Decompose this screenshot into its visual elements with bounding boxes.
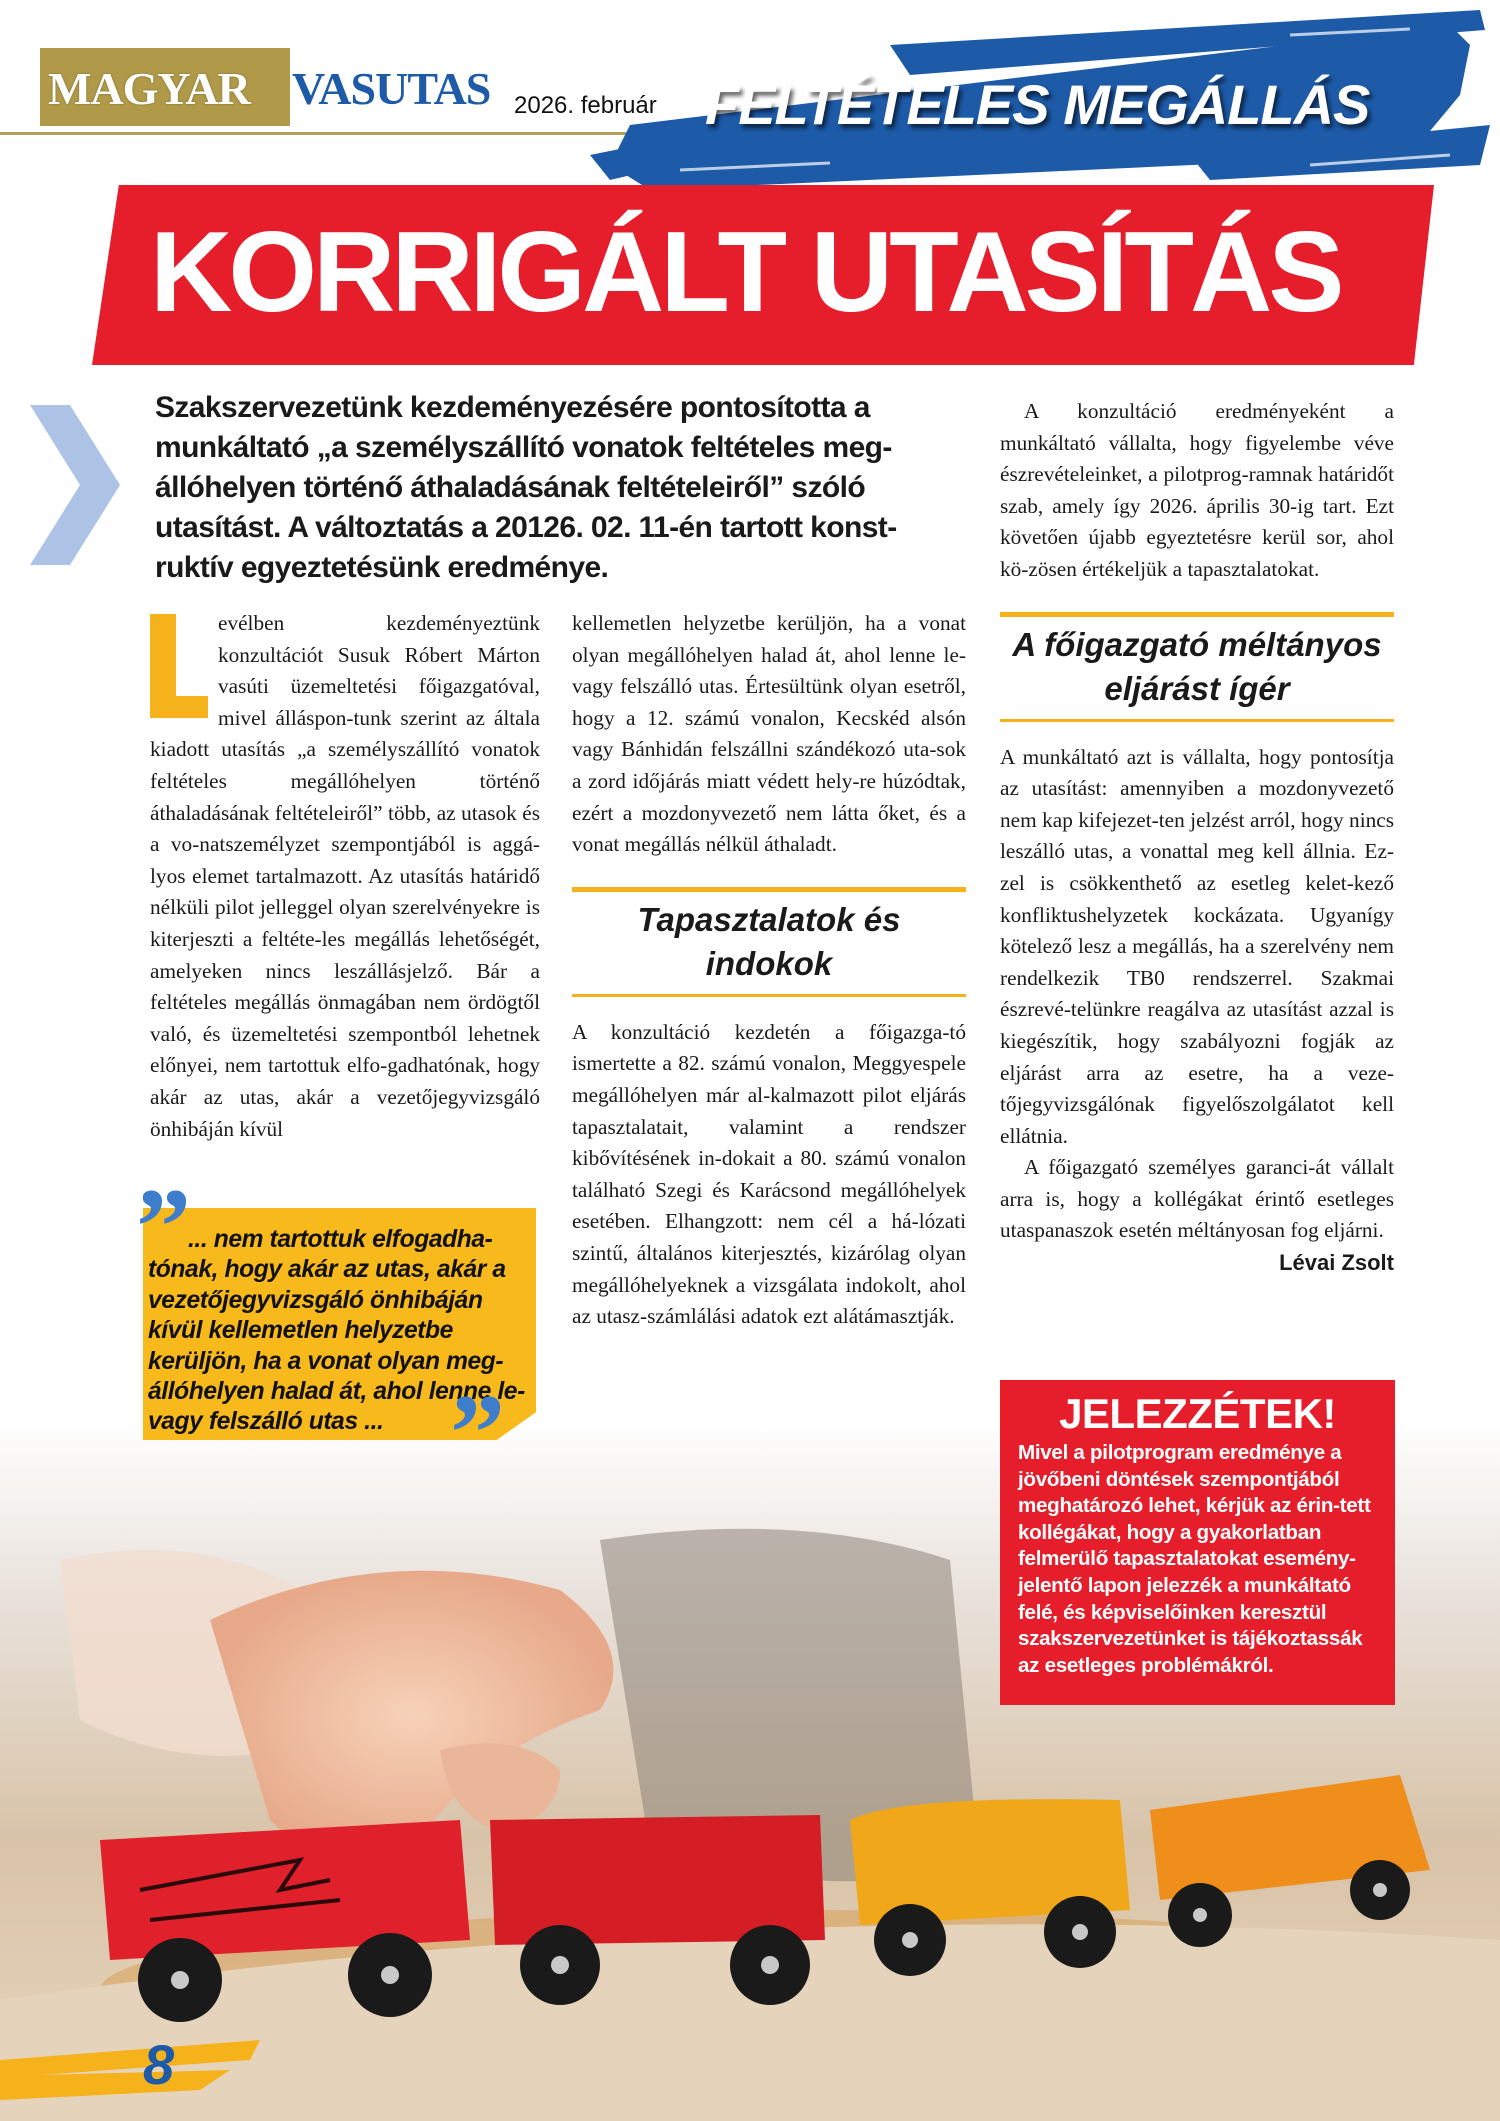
quote-close-icon: ” (450, 1372, 505, 1494)
subheading-tapasztalatok: Tapasztalatok és indokok (572, 887, 966, 997)
page-number-brush (0, 2030, 270, 2110)
masthead-logo-magyar: MAGYAR (48, 63, 250, 114)
callout-box (1000, 1380, 1395, 1705)
drop-cap-l (150, 614, 208, 718)
column-3-paragraph: A főigazgató személyes garanci-át vállalt arra is, hogy a kollégákat érintő esetleges utaspanaszok esetén méltányosan fog eljárni. (1000, 1155, 1394, 1243)
issue-date: 2026. február (514, 92, 657, 119)
column-3-paragraph: A munkáltató azt is vállalta, hogy pontosítja az utasítást: amennyiben a mozdonyvezető nem kap kifejezet-ten jelzést arról, hogy nincs leszálló utas, a vonattal meg kell állnia. Ez-zel is csökkenthető az esetleg kelet-kező konfliktushelyzetek kockázata. Ugyanígy kötelező lesz a megállás, ha a szerelvény nem rendelkezik TB0 rendszerrel. Szakmai észrevé-telünkre reagálva az utasítást azzal is kiegészítik, hogy szabályozni fogják az eljárást arra az esetre, ha a veze-tőjegyvizsgálónak figyelőszolgálatot kell ellátnia. (1000, 744, 1394, 1148)
column-2 (572, 608, 966, 1333)
article-lead: Szakszervezetünk kezdeményezésére pontosította a munkáltató „a személyszállító vonatok feltételes meg-állóhelyen történő áthaladásának feltételeiről” szóló utasítást. A változtatás a 20126. 02. 11-én tartott konst-ruktív egyeztetésünk eredménye. (155, 391, 897, 584)
masthead-logo-vasutas: VASUTAS (292, 63, 491, 114)
subheading-foigazgato: A főigazgató méltányos eljárást ígér (1000, 612, 1394, 722)
section-title: FELTÉTELES MEGÁLLÁS (705, 73, 1370, 136)
column-2-paragraph: kellemetlen helyzetbe kerüljön, ha a vonat olyan megállóhelyen halad át, ahol lenne le- vagy felszálló utas. Értesültünk olyan esetről, hogy a 12. számú vonalon, Kecskéd alsón vagy Bánhidán felszállni szándékozó uta-sok a zord időjárás miatt védett hely-re húzódtak, ezért a mozdonyvezető nem látta őket, és a vonat megállás nélkül áthaladt. (572, 611, 966, 857)
quote-open-icon: ” (136, 1166, 191, 1288)
column-1-text: evélben kezdeményeztünk konzultációt Susuk Róbert Márton vasúti üzemeltetési főigazgatóval, mivel álláspon-tunk szerint az általa kiadott utasítás „a személyszállító vonatok feltételes megállóhelyen történő áthaladásának feltételeiről” több, az utasok és a vo-natszemélyzet szempontjából is aggá-lyos elemet tartalmazott. Az utasítás határidő nélküli pilot jelleggel olyan szerelvényekre is kiterjeszti a feltéte-les megállás lehetőségét, amelyeken nincs leszállásjelző. Bár a feltételes megállás önmagában nem ördögtől való, és üzemeltetési szempontból lehetnek előnyei, nem tartottuk elfo-gadhatónak, hogy akár az utas, akár a vezetőjegyvizsgáló önhibáján kívül (150, 611, 540, 1141)
author-byline: Lévai Zsolt (1279, 1250, 1394, 1276)
callout-title: JELEZZÉTEK! (1059, 1390, 1336, 1437)
chevron-right-icon (30, 405, 120, 565)
column-2-paragraph: A konzultáció kezdetén a főigazga-tó ismertette a 82. számú vonalon, Meggyespele megállóhelyen már al-kalmazott pilot eljárás tapasztalatait, valamint a rendszer kibővítésének in-dokait a 80. számú vonalon található Szegi és Karácsond megállóhelyek esetében. Elhangzott: nem cél a há-lózati szintű, általános kiterjesztés, kizárólag olyan megállóhelyeknek a vizsgálata indokolt, ahol az utasz-számlálási adatok ezt alátámasztják. (572, 1019, 966, 1329)
page-number: 8 (143, 2033, 175, 2096)
pull-quote-body: ... nem tartottuk elfogadha-tónak, hogy akár az utas, akár a vezetőjegyvizsgáló önhibáján kívül kellemetlen helyzetbe kerüljön, ha a vonat olyan meg-állóhelyen halad át, ahol lenne le- vagy felszálló utas ... (148, 1226, 525, 1436)
callout-text: Mivel a pilotprogram eredménye a jövőbeni döntések szempontjából meghatározó lehet, kérjük az érin-tett kollégákat, hogy a gyakorlatban felmerülő tapasztalatokat esemény-jelentő lapon jelezzék a munkáltató felé, és képviselőinken keresztül szakszervezetünket is tájékoztassák az esetleges problémákról. (1018, 1441, 1371, 1677)
column-1 (150, 608, 540, 1145)
train-engine (100, 1820, 470, 1960)
column-3 (1000, 396, 1394, 1279)
column-3-paragraph: A konzultáció eredményeként a munkáltató vállalta, hogy figyelembe véve észrevételeinket, a pilotprog-ramnak határidőt szab, amely így 2026. április 30-ig tart. Ezt követően újabb egyeztetésre kerül sor, ahol kö-zösen értékeljük a tapasztalatokat. (1000, 399, 1394, 581)
article-title: KORRIGÁLT UTASÍTÁS (150, 209, 1341, 336)
